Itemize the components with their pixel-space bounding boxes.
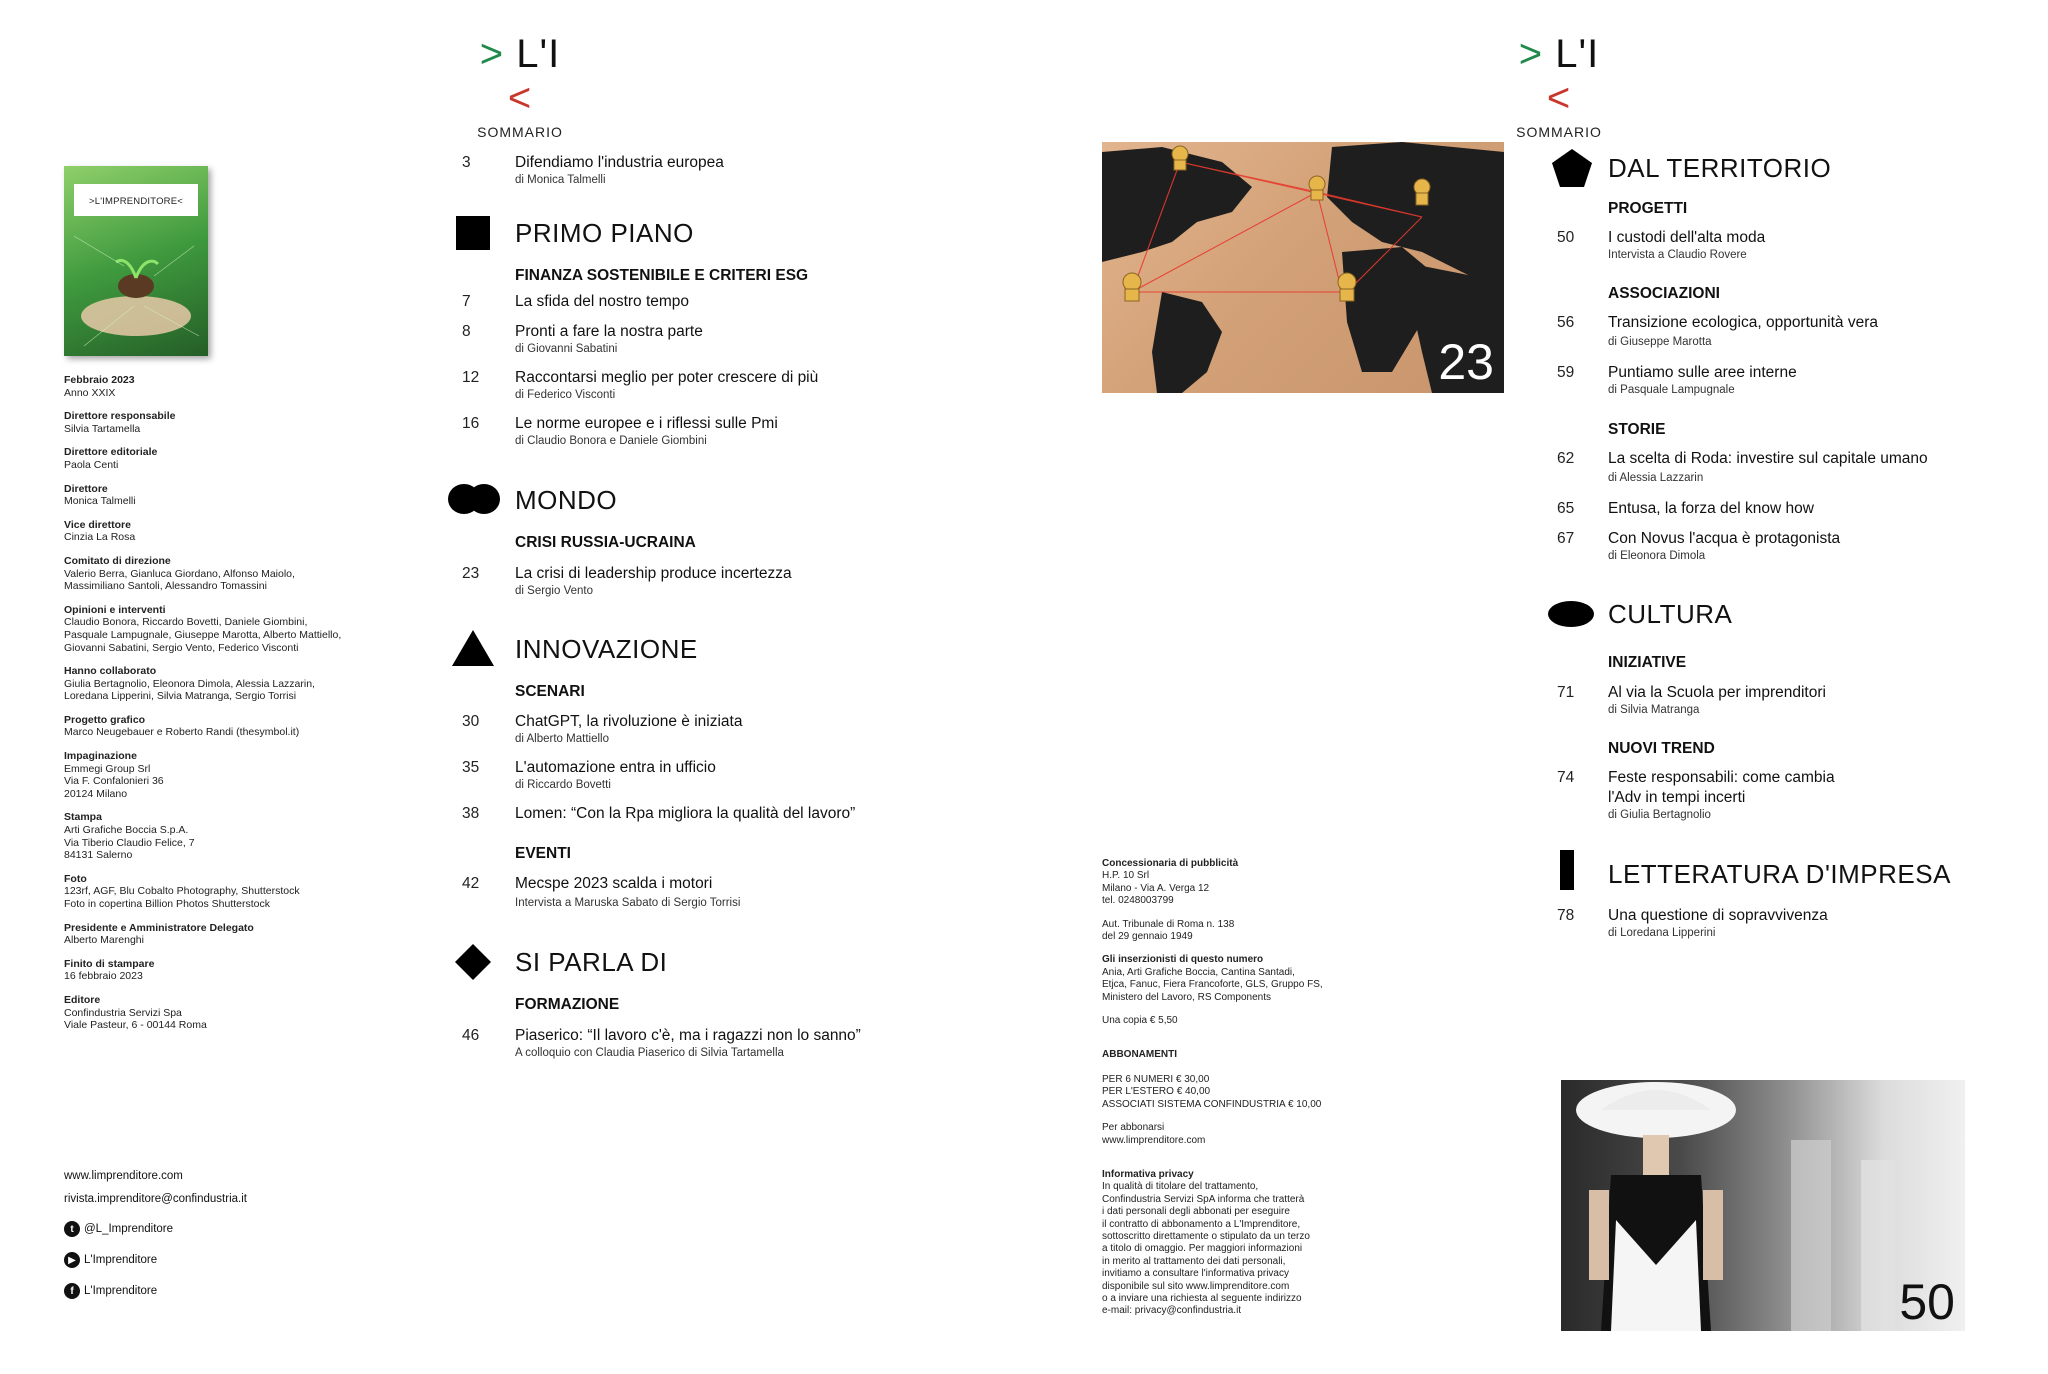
section-title-primo-piano: PRIMO PIANO [515,218,694,248]
cover-title: >L'IMPRENDITORE< [88,196,184,207]
subsection-heading: ASSOCIAZIONI [1608,285,1720,302]
cover-graphic [64,166,208,356]
subsection-heading: INIZIATIVE [1608,654,1687,671]
email-link[interactable]: rivista.imprenditore@confindustria.it [64,1193,247,1205]
twitter-link[interactable]: t @L_Imprenditore [64,1221,247,1237]
colophon-block: Comitato di direzione Valerio Berra, Gianluca Giordano, Alfonso Maiolo, Massimiliano Santoli, Alessandro Tomassini [64,554,295,593]
section-title-innovazione: INNOVAZIONE [515,634,698,664]
section-title-dal-territorio: DAL TERRITORIO [1608,153,1832,183]
youtube-link[interactable]: ▶ L'Imprenditore [64,1252,247,1268]
subsection-heading: STORIE [1608,421,1666,438]
page-number-badge: 23 [1438,334,1494,390]
triangle-icon [452,630,494,666]
colophon-block: Direttore Monica Talmelli [64,482,136,508]
publisher-info [1102,858,1362,1329]
pentagon-icon [1552,149,1592,187]
colophon-block: Progetto grafico Marco Neugebauer e Roberto Randi (thesymbol.it) [64,713,300,739]
colophon [64,374,354,1043]
subsection-heading: CRISI RUSSIA-UCRAINA [515,534,696,551]
ellipse-icon [1548,601,1594,627]
page-number-badge: 50 [1899,1274,1955,1330]
logo-right [1504,32,1614,140]
logo-mark: > L'I < [479,32,561,120]
diamond-icon [455,944,491,980]
info-block: ABBONAMENTI [1102,1049,1177,1061]
section-title-cultura: CULTURA [1608,599,1733,629]
square-icon [456,216,490,250]
subsection-heading: FORMAZIONE [515,996,620,1013]
colophon-block: Foto 123rf, AGF, Blu Cobalto Photography, Shutterstock Foto in copertina Billion Photos Shutterstock [64,872,300,910]
facebook-icon: f [64,1283,80,1299]
info-block: Aut. Tribunale di Roma n. 138 del 29 gennaio 1949 [1102,918,1235,943]
colophon-block: Hanno collaborato Giulia Bertagnolio, Eleonora Dimola, Alessia Lazzarin, Loredana Lipperini, Silvia Matranga, Sergio Torrisi [64,665,315,703]
facebook-link[interactable]: f L'Imprenditore [64,1283,247,1299]
colophon-block: Editore Confindustria Servizi Spa Viale Pasteur, 6 - 00144 Roma [64,993,207,1032]
subsection-heading: SCENARI [515,683,585,700]
section-title-si-parla-di: SI PARLA DI [515,947,668,977]
info-block: Una copia € 5,50 [1102,1015,1178,1027]
subsection-heading: EVENTI [515,845,571,862]
website-link[interactable]: www.limprenditore.com [64,1170,183,1182]
colophon-block: Presidente e Amministratore Delegato Alberto Marenghi [64,921,254,947]
section-title-mondo: MONDO [515,485,618,515]
map-photo[interactable] [1102,142,1504,393]
colophon-block: Vice direttore Cinzia La Rosa [64,518,136,544]
subsection-heading: FINANZA SOSTENIBILE E CRITERI ESG [515,267,809,284]
colophon-block: Febbraio 2023 Anno XXIX [64,374,135,399]
info-block: Gli inserzionisti di questo numero Ania, Arti Grafiche Boccia, Cantina Santadi, Etjca, Fanuc, Fiera Francoforte, GLS, Gruppo FS, Ministero del Lavoro, RS Components [1102,954,1323,1003]
subsection-heading: PROGETTI [1608,200,1688,217]
section-title-letteratura: LETTERATURA D'IMPRESA [1608,859,1951,889]
colophon-block: Finito di stampare 16 febbraio 2023 [64,957,155,983]
fashion-photo[interactable] [1561,1080,1965,1331]
subsection-heading: NUOVI TREND [1608,740,1715,757]
bar-icon [1560,850,1574,890]
contacts [64,1168,247,1299]
colophon-block: Stampa Arti Grafiche Boccia S.p.A. Via Tiberio Claudio Felice, 7 84131 Salerno [64,811,195,862]
double-circle-icon [448,483,500,515]
colophon-block: Direttore responsabile Silvia Tartamella [64,410,176,435]
twitter-icon: t [64,1221,80,1237]
youtube-icon: ▶ [64,1252,80,1268]
info-block: Informativa privacy In qualità di titolare del trattamento, Confindustria Servizi SpA informa che tratterà i dati personali degli abbonati per eseguire il contratto di abbonamento a L'Imprenditore, sottoscritto direttamente o stipulato da un terzo a titolo di omaggio. Per maggiori informazioni in merito al trattamento dei dati personali, invitiamo a consultare l'informativa privacy disponibile sul sito www.limprenditore.com o a inviare una richiesta al seguente indirizzo e-mail: privacy@confindustria.it [1102,1168,1310,1317]
logo-subtitle: SOMMARIO [477,124,563,140]
info-block: Concessionaria di pubblicità H.P. 10 Srl Milano - Via A. Verga 12 tel. 0248003799 [1102,858,1239,907]
logo-subtitle: SOMMARIO [1516,124,1602,140]
colophon-block: Impaginazione Emmegi Group Srl Via F. Confalonieri 36 20124 Milano [64,750,164,800]
logo-mark: > L'I < [1518,32,1600,120]
magazine-cover [64,166,208,356]
info-block: Per abbonarsi www.limprenditore.com [1102,1122,1206,1146]
colophon-block: Opinioni e interventi Claudio Bonora, Riccardo Bovetti, Daniele Giombini, Pasquale Lampugnale, Giuseppe Marotta, Alberto Mattiello, Giovanni Sabatini, Sergio Vento, Federico Visconti [64,603,342,654]
logo-left [465,32,575,140]
info-block: PER 6 NUMERI € 30,00 PER L'ESTERO € 40,00 ASSOCIATI SISTEMA CONFINDUSTRIA € 10,00 [1102,1073,1322,1110]
colophon-block: Direttore editoriale Paola Centi [64,446,158,471]
